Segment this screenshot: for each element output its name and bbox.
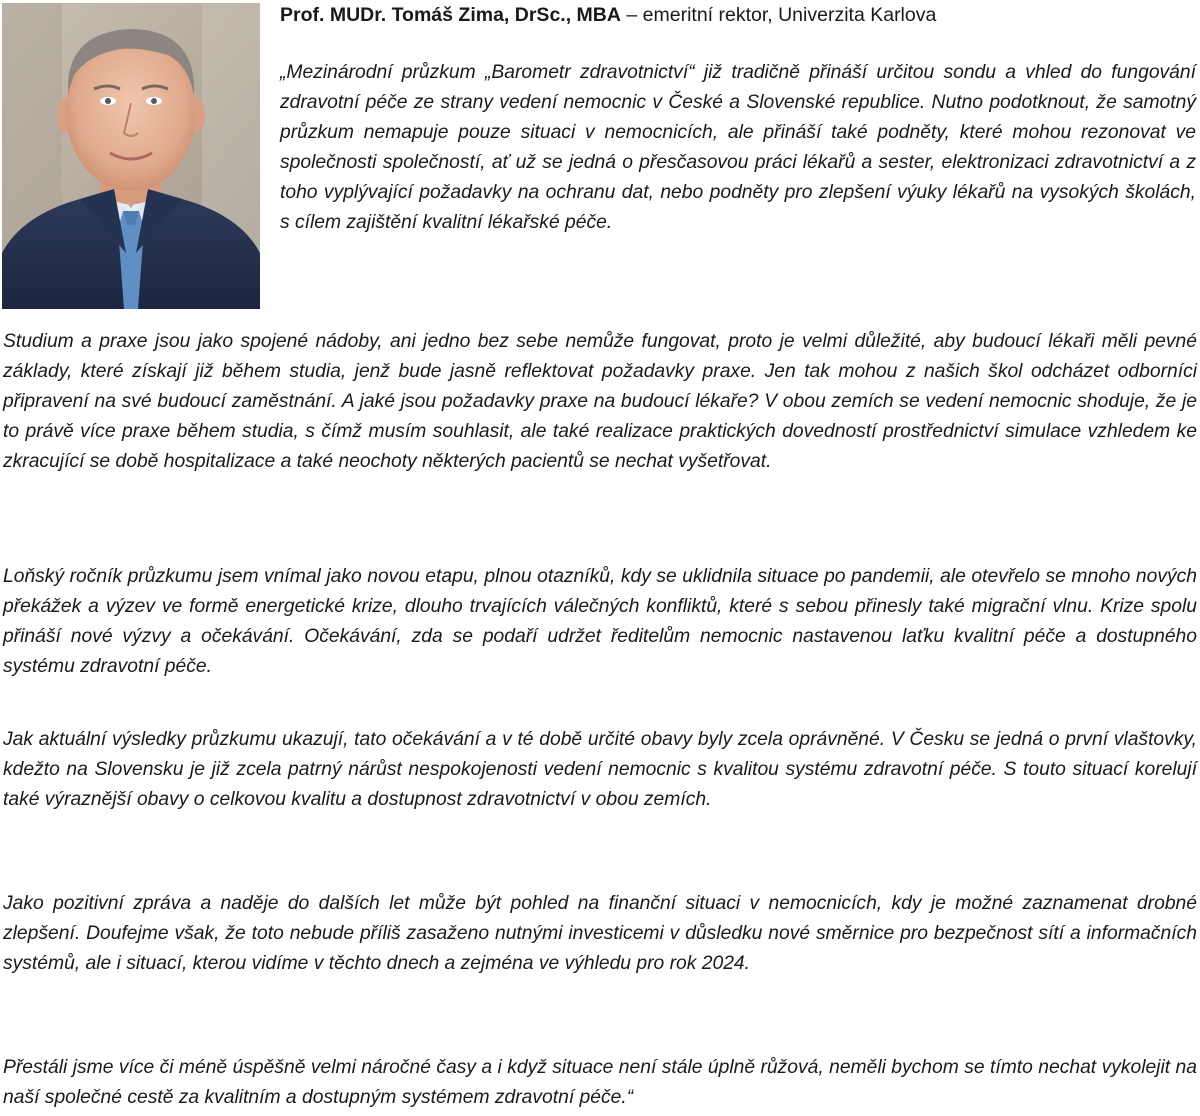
quote-paragraph-4: Jak aktuální výsledky průzkumu ukazují, tato očekávání a v té době určité obavy byly zcela oprávněné. V Česku se jedná o první vlaštovky, kdežto na Slovensku je již zcela patrný nárůst nespokojenosti vedení nemocnic s kvalitou systému zdravotní péče. S touto situací korelují také výraznější obavy o celkovou kvalitu a dostupnost zdravotnictví v obou zemích. bbox=[3, 729, 1197, 810]
quote-paragraph-intro: „Mezinárodní průzkum „Barometr zdravotnictví“ již tradičně přináší určitou sondu a vhled do fungování zdravotní péče ze strany vedení nemocnic v České a Slovenské republice. Nutno podotknout, že samotný průzkum nemapuje pouze situaci v nemocnicích, ale přináší také podněty, které mohou rezonovat ve společnosti společností, ať už se jedná o přesčasovou práci lékařů a sester, elektronizaci zdravotnictví a z toho vyplývající požadavky na ochranu dat, nebo podněty pro zlepšení výuky lékařů na vysokých školách, s cílem zajištění kvalitní lékařské péče. bbox=[280, 62, 1196, 233]
portrait-image bbox=[2, 3, 260, 309]
quote-paragraph-2: Studium a praxe jsou jako spojené nádoby, ani jedno bez sebe nemůže fungovat, proto je velmi důležité, aby budoucí lékaři měli pevné základy, které získají již během studia, jenž bude jasně reflektovat požadavky praxe. Jen tak mohou z našich škol odcházet odborníci připravení na své budoucí zaměstnání. A jaké jsou požadavky praxe na budoucí lékaře? V obou zemích se vedení nemocnic shoduje, že je to právě více praxe během studia, s čímž musím souhlasit, ale také realizace praktických dovedností prostřednictví simulace vzhledem ke zkracující se době hospitalizace a také neochoty některých pacientů se nechat vyšetřovat. bbox=[3, 331, 1197, 472]
author-heading bbox=[280, 2, 1196, 28]
author-separator: – bbox=[620, 4, 643, 26]
author-role: emeritní rektor, Univerzita Karlova bbox=[642, 4, 937, 26]
quote-paragraph-6: Přestáli jsme více či méně úspěšně velmi náročné časy a i když situace není stále úplně růžová, neměli bychom se tímto nechat vykolejit na naší společné cestě za kvalitním a dostupným systémem zdravotní péče.“ bbox=[3, 1057, 1197, 1108]
author-portrait bbox=[2, 3, 260, 309]
author-name: Prof. MUDr. Tomáš Zima, DrSc., MBA bbox=[280, 4, 621, 26]
quote-paragraph-3: Loňský ročník průzkumu jsem vnímal jako novou etapu, plnou otazníků, kdy se uklidnila situace po pandemii, ale otevřelo se mnoho nových překážek a výzev ve formě energetické krize, dlouho trvajících válečných konfliktů, které s sebou přinesly také migrační vlnu. Krize spolu přináší nové výzvy a očekávání. Očekávání, zda se podaří udržet ředitelům nemocnic nastavenou laťku kvalitní péče a dostupného systému zdravotní péče. bbox=[3, 566, 1197, 677]
quote-paragraph-5: Jako pozitivní zpráva a naděje do dalších let může být pohled na finanční situaci v nemocnicích, kdy je možné zaznamenat drobné zlepšení. Doufejme však, že toto nebude příliš zasaženo nutnými investicemi v důsledku nové směrnice pro bezpečnost sítí a informačních systémů, ale i situací, kterou vidíme v těchto dnech a zejména ve výhledu pro rok 2024. bbox=[3, 893, 1197, 974]
